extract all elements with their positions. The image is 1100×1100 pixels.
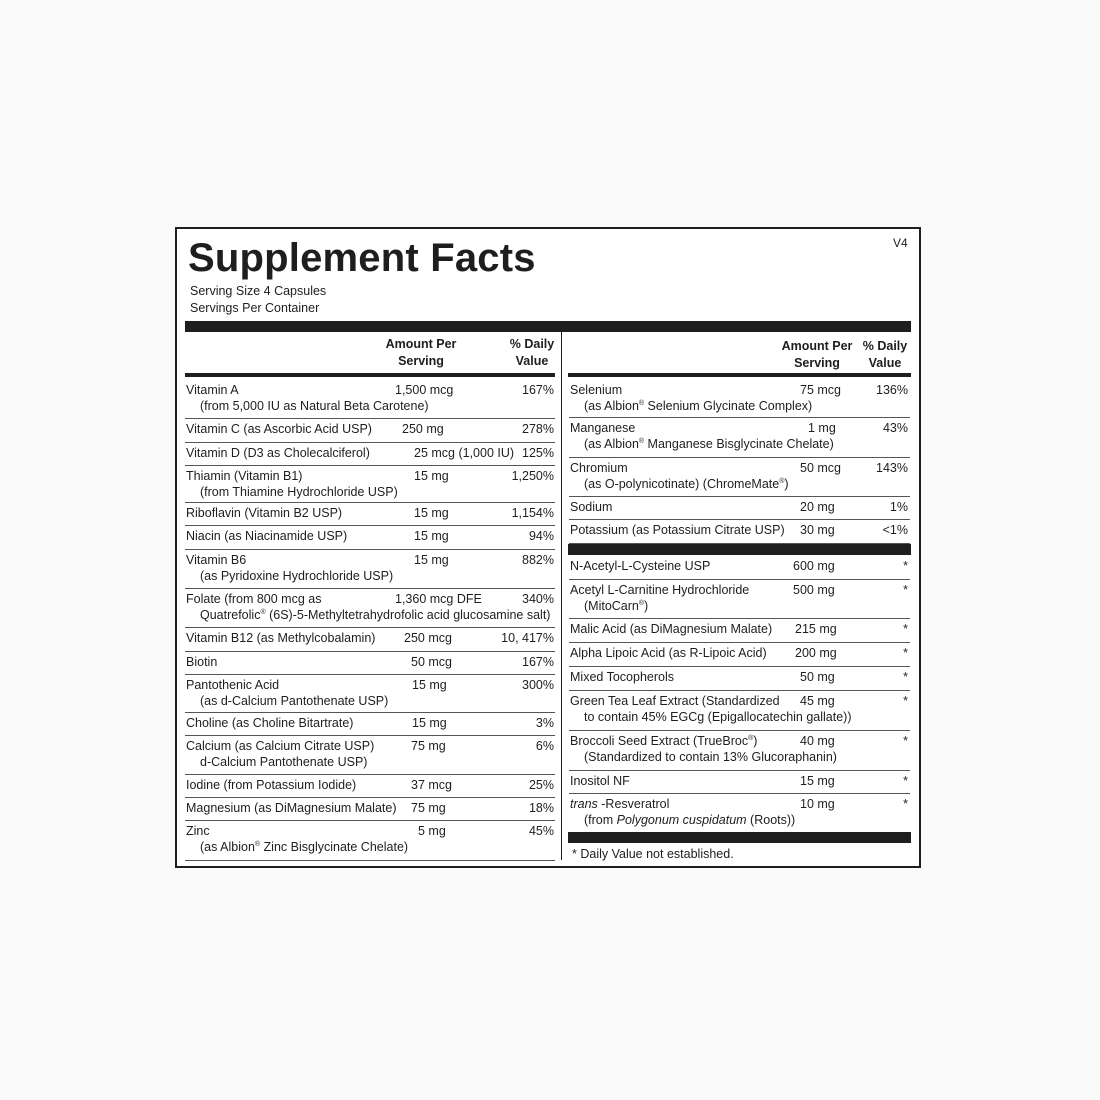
nutrient-row (186, 800, 554, 816)
daily-value: * (903, 559, 908, 573)
daily-value: * (903, 797, 908, 811)
nutrient-row (570, 522, 909, 538)
row-divider (569, 417, 910, 418)
nutrient-name: Zinc (186, 824, 210, 838)
nutrient-name: Niacin (as Niacinamide USP) (186, 529, 348, 543)
nutrient-name: N-Acetyl-L-Cysteine USP (570, 559, 711, 573)
row-divider (569, 730, 910, 731)
daily-value: * (903, 734, 908, 748)
nutrient-name: Broccoli Seed Extract (TrueBroc®) (570, 734, 758, 748)
amount-per-serving: 40 mg (800, 734, 835, 748)
amount-per-serving: 15 mg (412, 716, 447, 730)
amount-per-serving: 20 mg (800, 500, 835, 514)
nutrient-name: Manganese (570, 421, 636, 435)
amount-header-line2: Serving (398, 354, 444, 368)
daily-value: 18% (528, 801, 554, 815)
nutrient-row (186, 552, 554, 584)
nutrient-name: Potassium (as Potassium Citrate USP) (570, 523, 785, 537)
daily-value: 125% (522, 446, 554, 460)
amount-per-serving: 25 mcg (1,000 IU) (414, 446, 515, 460)
daily-value: 278% (522, 422, 554, 436)
row-divider (185, 774, 555, 775)
serving-size: Serving Size 4 Capsules (190, 284, 327, 298)
amount-per-serving: 500 mg (793, 583, 835, 597)
amount-per-serving: 50 mcg (800, 461, 841, 475)
dv-header-line2: Value (868, 356, 902, 370)
nutrient-source: (as Albion® Selenium Glycinate Complex) (584, 399, 813, 413)
amount-header-line2: Serving (794, 356, 840, 370)
row-divider (185, 797, 555, 798)
top-thick-bar (185, 321, 911, 332)
amount-per-serving: 1,500 mcg (395, 383, 454, 397)
row-divider (185, 588, 555, 589)
nutrient-name: Vitamin C (as Ascorbic Acid USP) (186, 422, 372, 436)
nutrient-source: (as Albion® Zinc Bisglycinate Chelate) (200, 840, 409, 854)
row-divider (569, 457, 910, 458)
nutrient-name: Riboflavin (Vitamin B2 USP) (186, 506, 343, 520)
row-divider (185, 860, 555, 861)
daily-value: 6% (535, 739, 554, 753)
nutrient-row (186, 677, 554, 709)
nutrient-row (186, 715, 554, 731)
nutrient-row (570, 773, 909, 789)
nutrient-name: Selenium (570, 383, 623, 397)
nutrient-source: (from Polygonum cuspidatum (Roots)) (584, 813, 796, 827)
nutrient-row (186, 528, 554, 544)
nutrient-row (570, 693, 909, 725)
amount-per-serving: 15 mg (414, 506, 449, 520)
row-divider (185, 712, 555, 713)
nutrient-source: (MitoCarn®) (584, 599, 649, 613)
nutrient-source: (from 5,000 IU as Natural Beta Carotene) (200, 399, 429, 413)
daily-value: 167% (522, 655, 554, 669)
nutrient-row (570, 733, 909, 765)
daily-value: 882% (522, 553, 554, 567)
daily-value: 3% (535, 716, 554, 730)
nutrient-row (570, 382, 909, 414)
nutrient-source: (as Albion® Manganese Bisglycinate Chelate) (584, 437, 834, 451)
row-divider (185, 627, 555, 628)
amount-per-serving: 250 mcg (404, 631, 452, 645)
nutrient-name: Calcium (as Calcium Citrate USP) (186, 739, 375, 753)
nutrient-row (570, 645, 909, 661)
amount-per-serving: 15 mg (800, 774, 835, 788)
daily-value: 25% (528, 778, 554, 792)
nutrient-name: Iodine (from Potassium Iodide) (186, 778, 357, 792)
daily-value: * (903, 646, 908, 660)
version-label: V4 (893, 236, 908, 250)
daily-value: 300% (522, 678, 554, 692)
nutrient-row (186, 777, 554, 793)
nutrient-name: Biotin (186, 655, 218, 669)
nutrient-name: Vitamin A (186, 383, 239, 397)
nutrient-source: (as Pyridoxine Hydrochloride USP) (200, 569, 394, 583)
nutrient-name: Mixed Tocopherols (570, 670, 674, 684)
daily-value: 10, 417% (501, 631, 554, 645)
nutrient-row (186, 505, 554, 521)
row-divider (569, 793, 910, 794)
nutrient-source: (as d-Calcium Pantothenate USP) (200, 694, 389, 708)
amount-per-serving: 75 mg (411, 739, 446, 753)
nutrient-row (186, 654, 554, 670)
daily-value: 340% (522, 592, 554, 606)
right-header-rule (568, 373, 911, 377)
nutrient-row (186, 421, 554, 437)
nutrient-row (570, 558, 909, 574)
nutrient-row (570, 460, 909, 492)
nutrient-name: Folate (from 800 mcg as (186, 592, 322, 606)
nutrient-name: Chromium (570, 461, 628, 475)
amount-per-serving: 75 mg (411, 801, 446, 815)
nutrient-row (186, 468, 554, 500)
nutrient-source: (Standardized to contain 13% Glucoraphanin) (584, 750, 837, 764)
nutrient-source: to contain 45% EGCg (Epigallocatechin gallate)) (584, 710, 852, 724)
amount-per-serving: 10 mg (800, 797, 835, 811)
nutrient-row (186, 445, 554, 461)
daily-value: * (903, 694, 908, 708)
row-divider (569, 770, 910, 771)
nutrient-row (570, 669, 909, 685)
daily-value: 43% (882, 421, 908, 435)
left-dv-header (503, 336, 561, 370)
row-divider (569, 496, 910, 497)
amount-per-serving: 15 mg (412, 678, 447, 692)
nutrient-name: Vitamin B6 (186, 553, 247, 567)
daily-value: * (903, 583, 908, 597)
daily-value: 136% (876, 383, 908, 397)
nutrient-row (570, 621, 909, 637)
amount-per-serving: 15 mg (414, 529, 449, 543)
nutrient-source: (from Thiamine Hydrochloride USP) (200, 485, 398, 499)
dv-header-line1: % Daily (862, 339, 908, 353)
daily-value: * (903, 622, 908, 636)
nutrient-name: Choline (as Choline Bitartrate) (186, 716, 354, 730)
row-divider (185, 525, 555, 526)
right-mid-thick-bar (568, 544, 911, 555)
row-divider (185, 549, 555, 550)
nutrient-name: Green Tea Leaf Extract (Standardized (570, 694, 780, 708)
nutrient-name: Pantothenic Acid (186, 678, 280, 692)
amount-per-serving: 50 mcg (411, 655, 452, 669)
nutrient-row (186, 630, 554, 646)
right-bottom-thick-bar (568, 832, 911, 843)
left-amount-header (378, 336, 464, 370)
nutrient-name: Sodium (570, 500, 613, 514)
nutrient-name: Malic Acid (as DiMagnesium Malate) (570, 622, 773, 636)
nutrient-name: Thiamin (Vitamin B1) (186, 469, 303, 483)
nutrient-source: (as O-polynicotinate) (ChromeMate®) (584, 477, 789, 491)
panel-title: Supplement Facts (188, 236, 536, 280)
nutrient-source: d-Calcium Pantothenate USP) (200, 755, 368, 769)
amount-per-serving: 1,360 mcg DFE (395, 592, 482, 606)
column-divider (561, 332, 562, 860)
right-amount-header (774, 338, 860, 372)
daily-value: 167% (522, 383, 554, 397)
row-divider (569, 642, 910, 643)
left-header-rule (185, 373, 555, 377)
servings-per-container: Servings Per Container (190, 301, 320, 315)
nutrient-name: trans -Resveratrol (570, 797, 670, 811)
row-divider (185, 735, 555, 736)
row-divider (185, 502, 555, 503)
amount-per-serving: 50 mg (800, 670, 835, 684)
amount-per-serving: 200 mg (795, 646, 837, 660)
nutrient-row (570, 499, 909, 515)
daily-value: 1,250% (511, 469, 554, 483)
row-divider (569, 519, 910, 520)
nutrient-row (186, 382, 554, 414)
amount-per-serving: 75 mcg (800, 383, 841, 397)
amount-per-serving: 1 mg (808, 421, 836, 435)
row-divider (569, 666, 910, 667)
nutrient-name: Vitamin D (D3 as Cholecalciferol) (186, 446, 370, 460)
nutrient-source: Quatrefolic® (6S)-5-Methyltetrahydrofolic acid glucosamine salt) (200, 608, 551, 622)
daily-value: 1,154% (511, 506, 554, 520)
amount-per-serving: 250 mg (402, 422, 444, 436)
nutrient-row (570, 420, 909, 452)
daily-value: * (903, 774, 908, 788)
daily-value: 1% (889, 500, 908, 514)
row-divider (185, 674, 555, 675)
nutrient-name: Acetyl L-Carnitine Hydrochloride (570, 583, 750, 597)
amount-per-serving: 37 mcg (411, 778, 452, 792)
daily-value: 94% (528, 529, 554, 543)
right-dv-header (858, 338, 912, 372)
daily-value: 45% (528, 824, 554, 838)
amount-header-line1: Amount Per (781, 339, 853, 353)
row-divider (185, 465, 555, 466)
amount-per-serving: 15 mg (414, 553, 449, 567)
daily-value: * (903, 670, 908, 684)
row-divider (185, 651, 555, 652)
nutrient-name: Magnesium (as DiMagnesium Malate) (186, 801, 397, 815)
nutrient-row (186, 591, 554, 623)
amount-per-serving: 215 mg (795, 622, 837, 636)
nutrient-name: Alpha Lipoic Acid (as R-Lipoic Acid) (570, 646, 767, 660)
footnote: * Daily Value not established. (572, 847, 734, 861)
dv-header-line1: % Daily (509, 337, 555, 351)
nutrient-row (186, 823, 554, 855)
nutrient-row (570, 582, 909, 614)
amount-per-serving: 15 mg (414, 469, 449, 483)
nutrient-name: Inositol NF (570, 774, 630, 788)
daily-value: <1% (882, 523, 908, 537)
row-divider (569, 690, 910, 691)
dv-header-line2: Value (515, 354, 549, 368)
amount-header-line1: Amount Per (385, 337, 457, 351)
row-divider (185, 820, 555, 821)
amount-per-serving: 45 mg (800, 694, 835, 708)
amount-per-serving: 30 mg (800, 523, 835, 537)
amount-per-serving: 5 mg (418, 824, 446, 838)
row-divider (185, 418, 555, 419)
nutrient-row (570, 796, 909, 828)
row-divider (569, 618, 910, 619)
daily-value: 143% (876, 461, 908, 475)
nutrient-name: Vitamin B12 (as Methylcobalamin) (186, 631, 376, 645)
amount-per-serving: 600 mg (793, 559, 835, 573)
row-divider (569, 579, 910, 580)
nutrient-row (186, 738, 554, 770)
row-divider (185, 442, 555, 443)
